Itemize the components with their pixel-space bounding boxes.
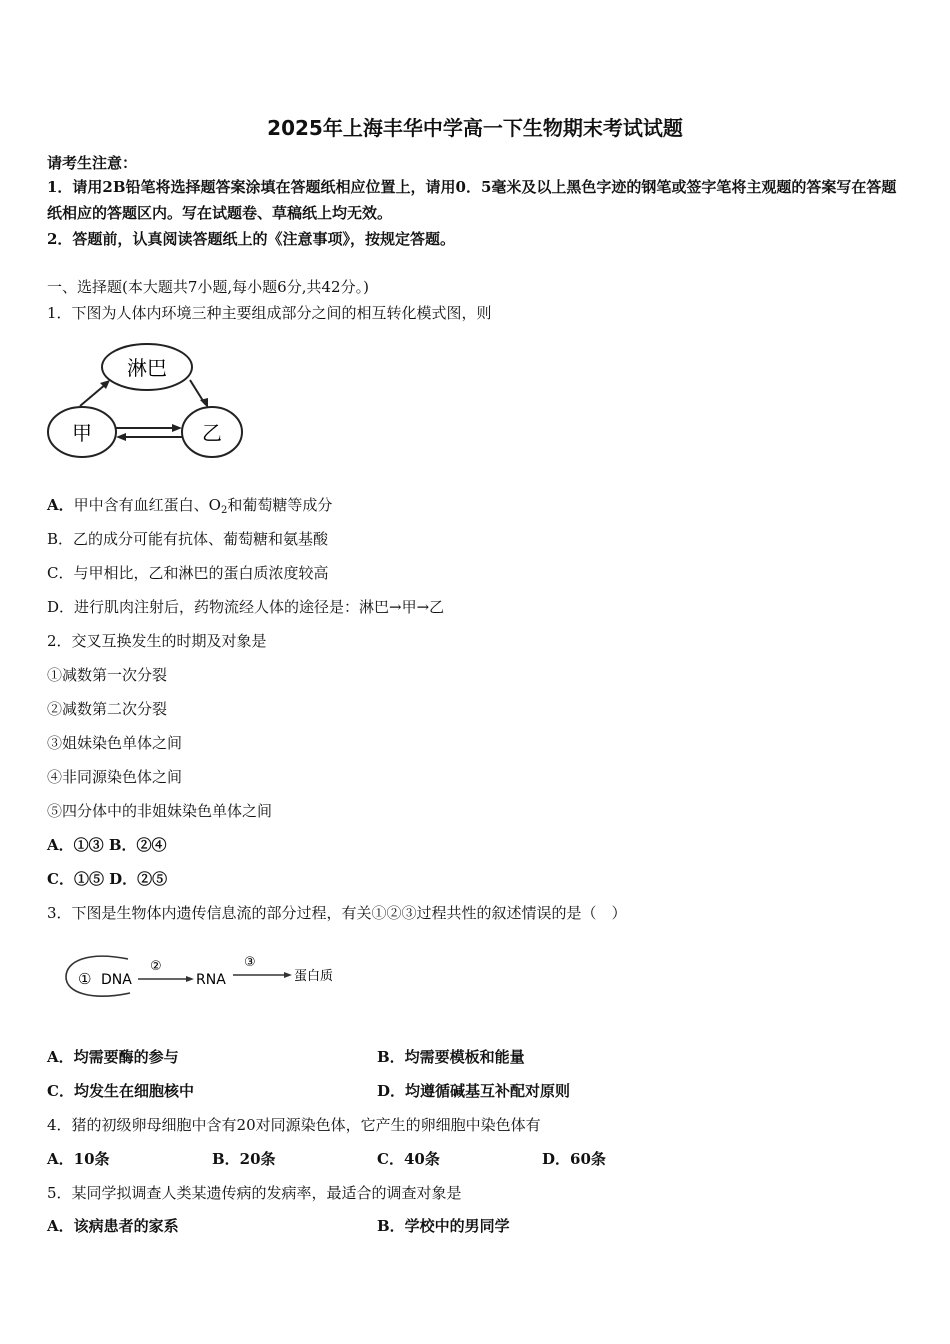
- q2-item-4: ④非同源染色体之间: [47, 768, 183, 786]
- q2-item-3: ③姐妹染色单体之间: [47, 734, 183, 752]
- dna-label: DNA: [101, 972, 132, 988]
- q1-diagram: [40, 338, 250, 468]
- section-heading: 一、选择题(本大题共7小题,每小题6分,共42分。): [47, 278, 369, 296]
- notice-item-2: 2．答题前，认真阅读答题纸上的《注意事项》，按规定答题。: [47, 230, 455, 248]
- yi-label: 乙: [202, 421, 222, 445]
- q1-option-c[interactable]: C．与甲相比，乙和淋巴的蛋白质浓度较高: [47, 564, 329, 582]
- arrowhead-rna-protein: [284, 972, 292, 978]
- q2-stem: 2．交叉互换发生的时期及对象是: [47, 632, 267, 650]
- q1-option-a-text-end: 和葡萄糖等成分: [227, 496, 333, 514]
- q5-option-b[interactable]: B．学校中的男同学: [377, 1217, 510, 1235]
- q2-options-cd[interactable]: C．①⑤ D．②⑤: [47, 870, 168, 888]
- notice-item-1: 1．请用2B铅笔将选择题答案涂填在答题纸相应位置上，请用0．5毫米及以上黑色字迹的钢笔或签字笔将主观题的答案写在答题纸相应的答题区内。写在试题卷、草稿纸上均无效。: [47, 178, 897, 222]
- q3-option-a[interactable]: A．均需要酶的参与: [47, 1048, 179, 1066]
- q4-option-b[interactable]: B．20条: [212, 1150, 276, 1168]
- q1-option-b[interactable]: B．乙的成分可能有抗体、葡萄糖和氨基酸: [47, 530, 329, 548]
- arrow-jia-to-lymph: [80, 384, 106, 406]
- arrowhead-dna-rna: [186, 976, 194, 982]
- step-2-label: ②: [150, 959, 162, 974]
- q3-option-b[interactable]: B．均需要模板和能量: [377, 1048, 525, 1066]
- q3-option-c[interactable]: C．均发生在细胞核中: [47, 1082, 194, 1100]
- q3-stem: 3．下图是生物体内遗传信息流的部分过程，有关①②③过程共性的叙述情误的是（ ）: [47, 904, 627, 922]
- arrowhead-jia-yi: [172, 424, 182, 432]
- q1-option-a[interactable]: [47, 494, 332, 516]
- q4-option-c[interactable]: C．40条: [377, 1150, 440, 1168]
- q2-item-2: ②减数第二次分裂: [47, 700, 168, 718]
- q4-stem: 4．猪的初级卵母细胞中含有20对同源染色体，它产生的卵细胞中染色体有: [47, 1116, 541, 1134]
- q4-option-a[interactable]: A．10条: [47, 1150, 110, 1168]
- q5-option-a[interactable]: A．该病患者的家系: [47, 1217, 179, 1235]
- page-title: 2025年上海丰华中学高一下生物期末考试试题: [267, 116, 683, 140]
- q1-option-a-text: 甲中含有血红蛋白、O: [73, 496, 221, 514]
- q2-options-ab[interactable]: A．①③ B．②④: [47, 836, 167, 854]
- jia-label: 甲: [72, 421, 92, 445]
- q3-option-d[interactable]: D．均遵循碱基互补配对原则: [377, 1082, 571, 1100]
- step-3-label: ③: [244, 955, 256, 970]
- q3-diagram: [58, 945, 358, 1017]
- notice-heading: 请考生注意：: [47, 154, 138, 172]
- q2-item-1: ①减数第一次分裂: [47, 666, 168, 684]
- step-1-label: ①: [78, 970, 92, 988]
- q1-option-d[interactable]: D．进行肌肉注射后，药物流经人体的途径是：淋巴→甲→乙: [47, 598, 445, 616]
- q1-option-a-label: A．: [47, 496, 74, 514]
- protein-label: 蛋白质: [294, 969, 334, 984]
- q2-item-5: ⑤四分体中的非姐妹染色单体之间: [47, 802, 273, 820]
- q1-stem: 1．下图为人体内环境三种主要组成部分之间的相互转化模式图，则: [47, 304, 492, 322]
- q5-stem: 5．某同学拟调查人类某遗传病的发病率，最适合的调查对象是: [47, 1184, 462, 1202]
- rna-label: RNA: [196, 972, 226, 988]
- q4-option-d[interactable]: D．60条: [542, 1150, 606, 1168]
- q1-option-a-subscript: 2: [220, 505, 228, 516]
- lymph-label: 淋巴: [127, 356, 167, 380]
- arrowhead-yi-jia: [116, 433, 126, 441]
